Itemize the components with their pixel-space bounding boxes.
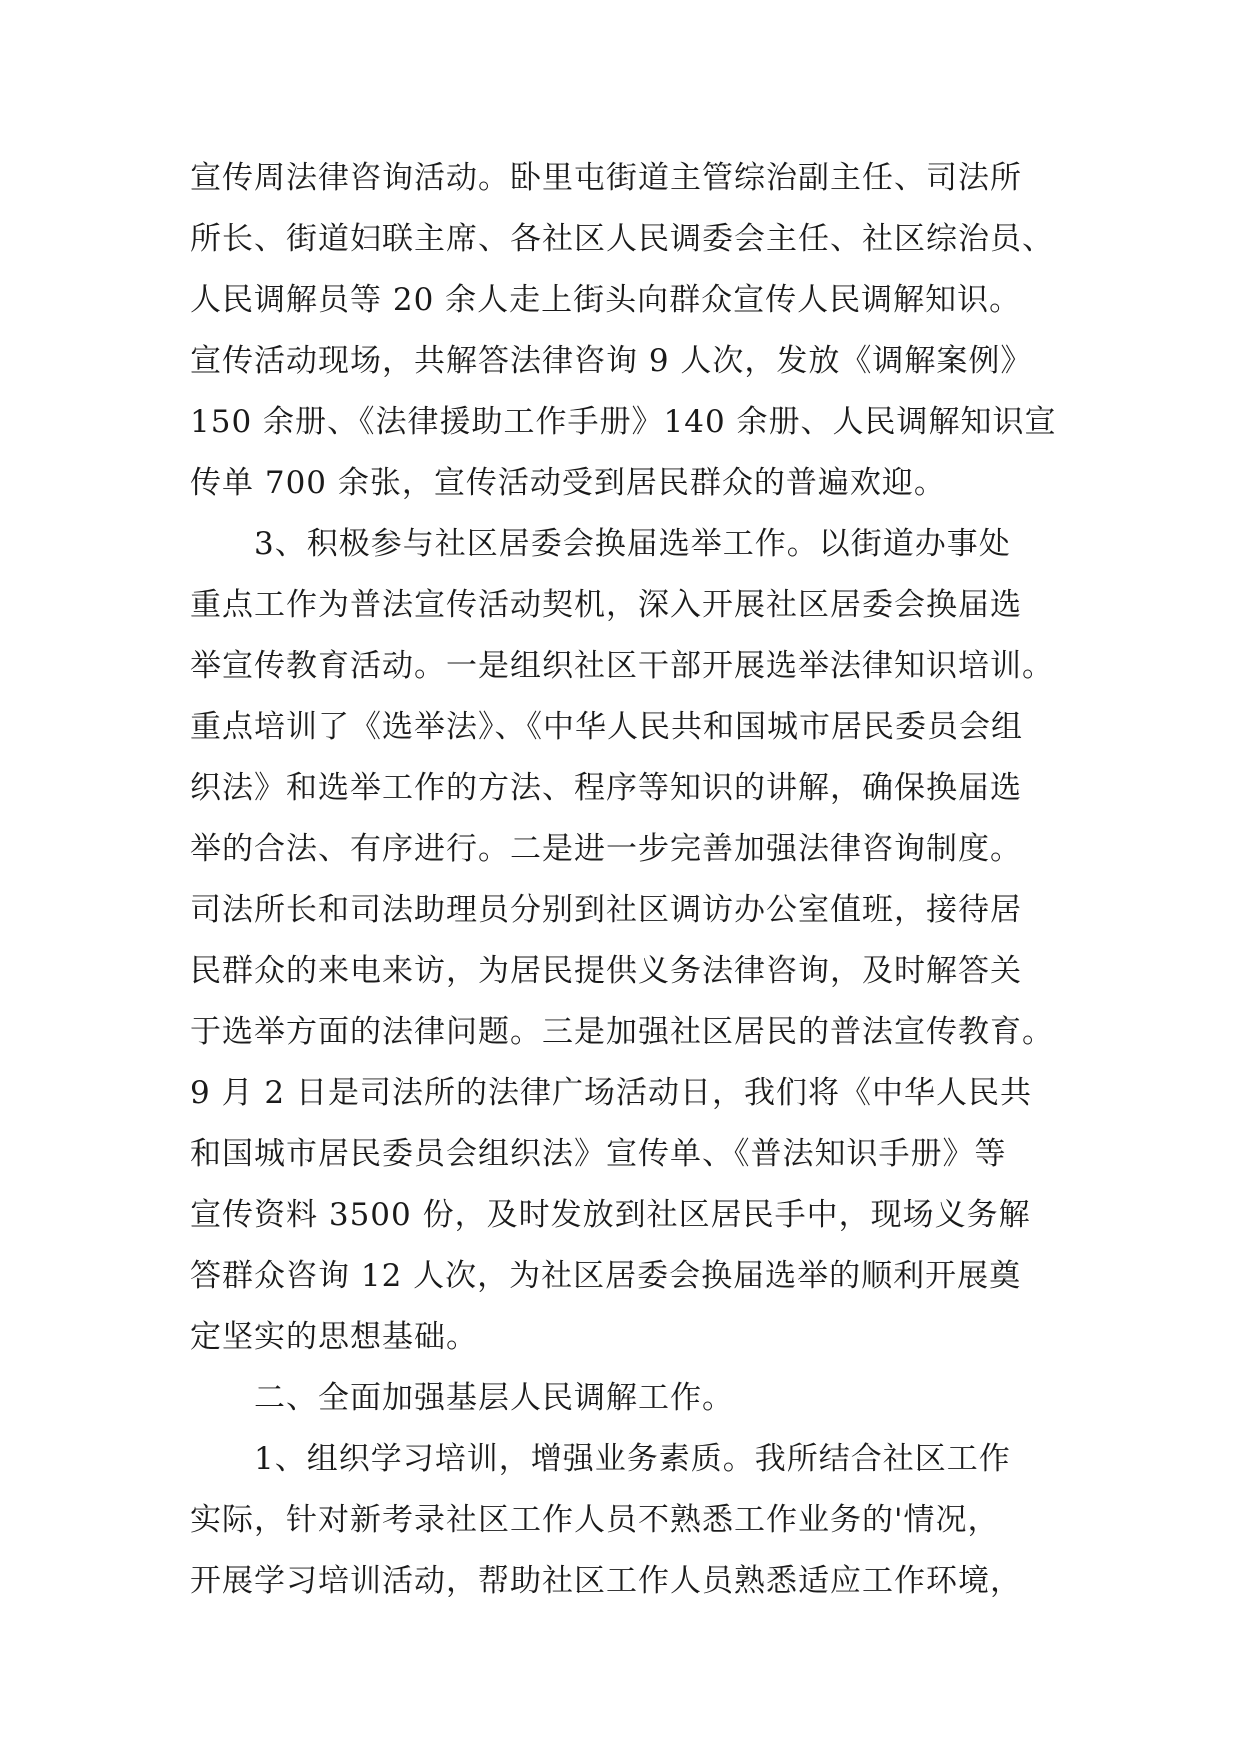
text-line: 重点工作为普法宣传活动契机，深入开展社区居委会换届选: [190, 587, 1022, 623]
text-line: 民群众的来电来访，为居民提供义务法律咨询，及时解答关: [190, 953, 1022, 989]
text-line: 宣传活动现场，共解答法律咨询 9 人次，发放《调解案例》: [190, 343, 1033, 379]
text-line: 开展学习培训活动，帮助社区工作人员熟悉适应工作环境，: [190, 1563, 1022, 1599]
document-page: [190, 148, 1065, 1612]
text-line: 传单 700 余张，宣传活动受到居民群众的普遍欢迎。: [190, 465, 946, 501]
section-heading: 二、全面加强基层人民调解工作。: [254, 1380, 734, 1416]
text-line: 所长、街道妇联主席、各社区人民调委会主任、社区综治员、: [190, 221, 1054, 257]
text-line: 重点培训了《选举法》、《中华人民共和国城市居民委员会组: [190, 709, 1023, 745]
text-line: 宣传资料 3500 份，及时发放到社区居民手中，现场义务解: [190, 1197, 1031, 1233]
paragraph-start-line: 1、组织学习培训，增强业务素质。我所结合社区工作: [254, 1441, 1011, 1477]
text-line: 举的合法、有序进行。二是进一步完善加强法律咨询制度。: [190, 831, 1022, 867]
text-line: 织法》和选举工作的方法、程序等知识的讲解，确保换届选: [190, 770, 1022, 806]
text-line: 举宣传教育活动。一是组织社区干部开展选举法律知识培训。: [190, 648, 1054, 684]
text-line: 宣传周法律咨询活动。卧里屯街道主管综治副主任、司法所: [190, 160, 1022, 196]
text-line: 于选举方面的法律问题。三是加强社区居民的普法宣传教育。: [190, 1014, 1054, 1050]
text-line: 答群众咨询 12 人次，为社区居委会换届选举的顺利开展奠: [190, 1258, 1022, 1294]
text-line: 人民调解员等 20 余人走上街头向群众宣传人民调解知识。: [190, 282, 1022, 318]
text-line: 9 月 2 日是司法所的法律广场活动日，我们将《中华人民共: [190, 1075, 1033, 1111]
text-line: 实际，针对新考录社区工作人员不熟悉工作业务的'情况，: [190, 1502, 1000, 1538]
text-line: 和国城市居民委员会组织法》宣传单、《普法知识手册》等: [190, 1136, 1007, 1172]
text-line: 150 余册、《法律援助工作手册》140 余册、人民调解知识宣: [190, 404, 1057, 440]
paragraph-start-line: 3、积极参与社区居委会换届选举工作。以街道办事处: [254, 526, 1011, 562]
text-line: 定坚实的思想基础。: [190, 1319, 478, 1355]
text-line: 司法所长和司法助理员分别到社区调访办公室值班，接待居: [190, 892, 1022, 928]
